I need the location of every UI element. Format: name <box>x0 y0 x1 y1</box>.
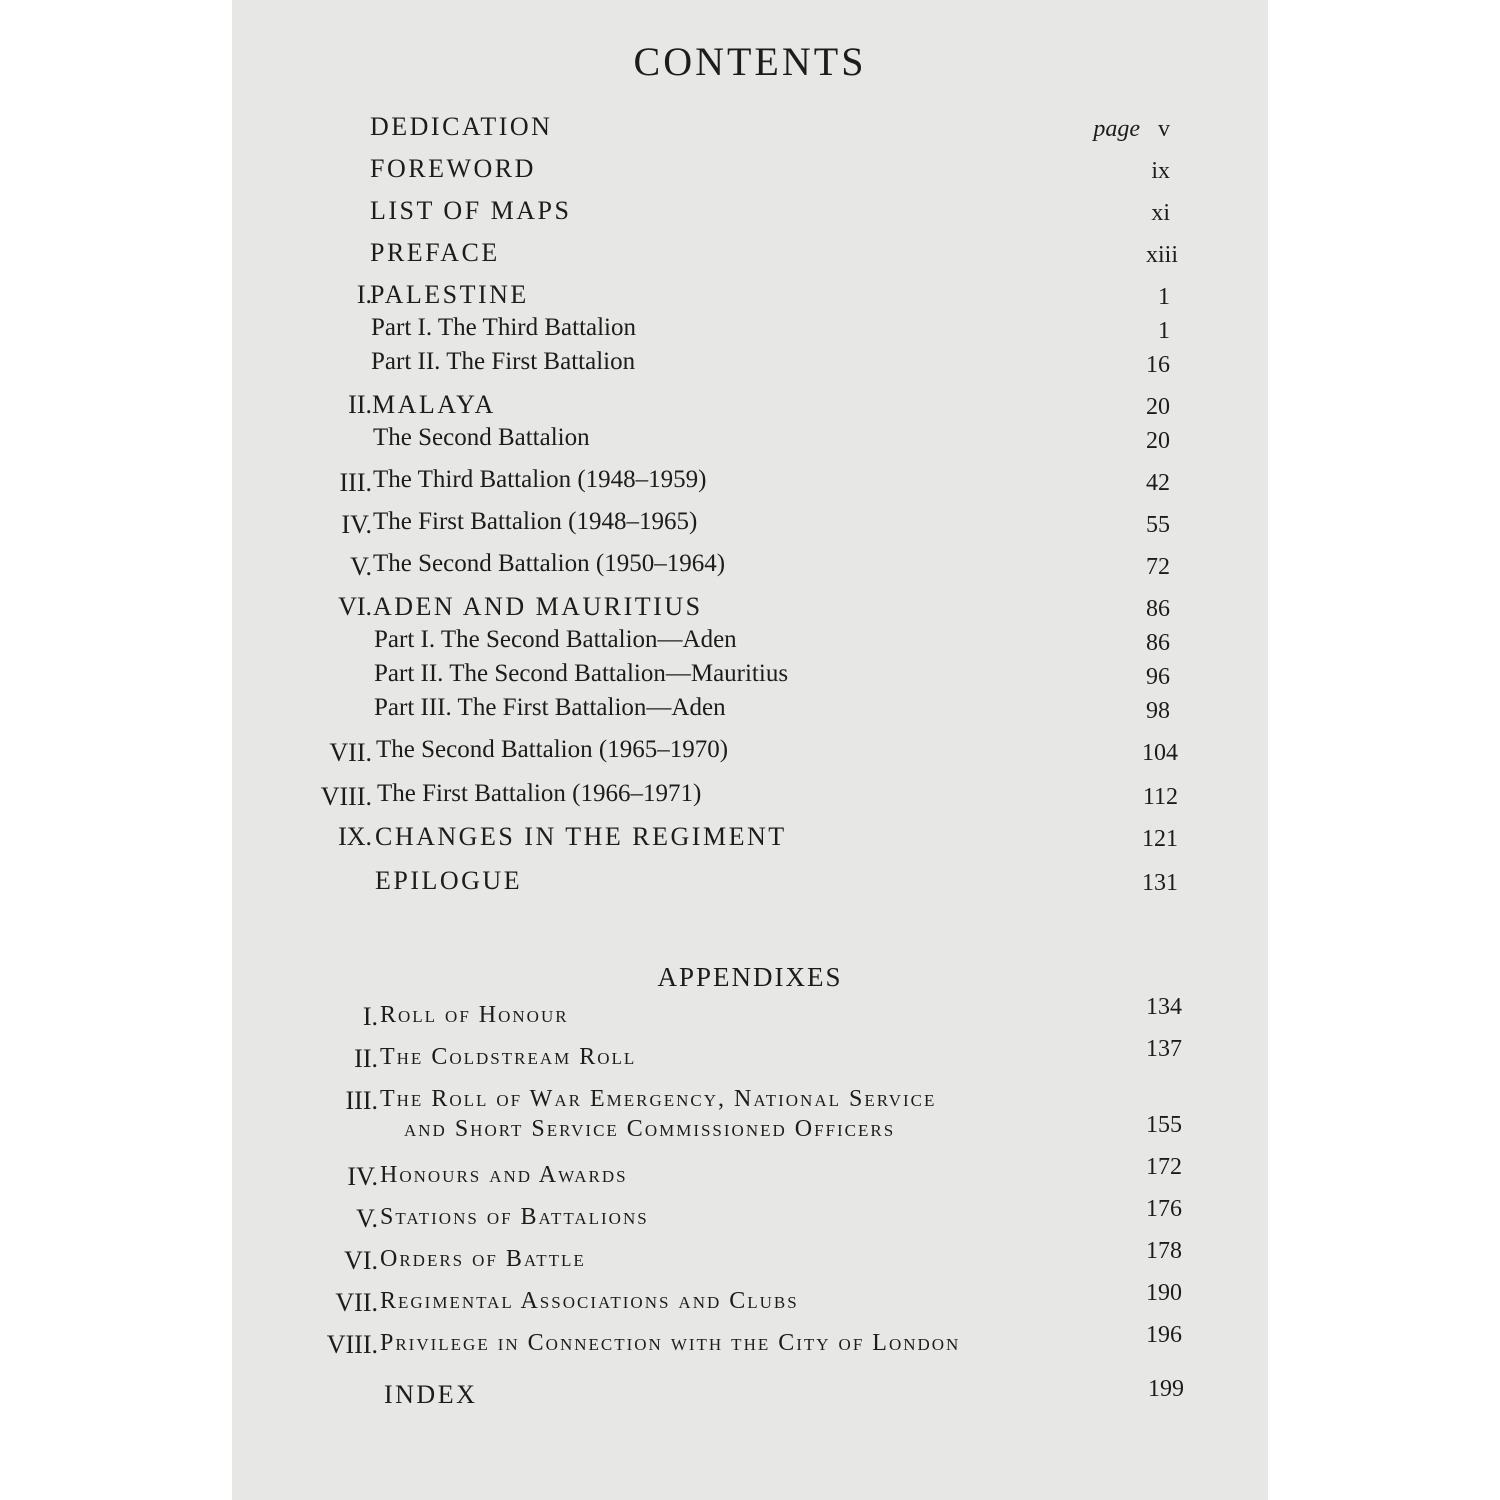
entry-title: MALAYA <box>372 390 496 419</box>
entry-title: DEDICATION <box>370 112 553 141</box>
appendix-title-continued: and Short Service Commissioned Officers <box>404 1116 896 1142</box>
page-number: 20 <box>1146 428 1170 454</box>
page-number: xi <box>1151 200 1170 226</box>
appendix-number: II. <box>354 1044 378 1073</box>
page-number: 196 <box>1146 1322 1182 1348</box>
index-label: INDEX <box>384 1380 478 1409</box>
chapter-number: VIII. <box>320 782 372 811</box>
entry-title: The Second Battalion (1965–1970) <box>376 736 729 763</box>
entry-title: The First Battalion (1948–1965) <box>373 508 698 535</box>
entry-title: The Second Battalion <box>373 424 590 451</box>
page-number: 96 <box>1146 664 1170 690</box>
appendix-entry[interactable] <box>232 1280 1268 1328</box>
toc-entry[interactable] <box>232 550 1268 590</box>
entry-title: CHANGES IN THE REGIMENT <box>375 822 787 851</box>
appendix-entry[interactable] <box>232 1036 1268 1084</box>
appendix-entry[interactable] <box>232 1154 1268 1202</box>
appendix-number: V. <box>356 1204 378 1233</box>
page-number: 131 <box>1142 870 1178 896</box>
page-word: page <box>1093 116 1140 142</box>
page-number: 190 <box>1146 1280 1182 1306</box>
page-number: 155 <box>1146 1112 1182 1138</box>
appendix-number: IV. <box>347 1162 378 1191</box>
page-number: 42 <box>1146 470 1170 496</box>
page-number: ix <box>1151 158 1170 184</box>
entry-title: Part I. The Second Battalion—Aden <box>374 626 737 653</box>
page-number-value: v <box>1158 116 1170 142</box>
page-number: 86 <box>1146 630 1170 656</box>
appendix-number: VII. <box>335 1288 378 1317</box>
appendix-title: Privilege in Connection with the City of London <box>380 1330 961 1356</box>
page-number: 20 <box>1146 394 1170 420</box>
page-number: 176 <box>1146 1196 1182 1222</box>
page-number: 134 <box>1146 994 1182 1020</box>
appendix-title: Regimental Associations and Clubs <box>380 1288 799 1314</box>
page-number: 104 <box>1142 740 1178 766</box>
appendix-title: Honours and Awards <box>380 1162 628 1188</box>
toc-entry[interactable] <box>232 508 1268 548</box>
appendix-title: Orders of Battle <box>380 1246 586 1272</box>
page-number: 1 <box>1158 284 1170 310</box>
page-number: 98 <box>1146 698 1170 724</box>
appendix-entry[interactable] <box>232 1196 1268 1244</box>
entry-title: Part III. The First Battalion—Aden <box>374 694 726 721</box>
toc-entry[interactable] <box>232 780 1268 820</box>
page-number: 178 <box>1146 1238 1182 1264</box>
page-number: 121 <box>1142 826 1178 852</box>
chapter-number: I. <box>356 280 372 309</box>
appendix-title: The Coldstream Roll <box>380 1044 637 1070</box>
page-number <box>1093 116 1170 143</box>
appendix-number: I. <box>362 1002 378 1031</box>
toc-entry[interactable] <box>232 866 1268 906</box>
entry-title: FOREWORD <box>370 154 536 183</box>
chapter-number: IV. <box>341 510 372 539</box>
entry-title: Part I. The Third Battalion <box>371 314 637 341</box>
entry-title: ADEN AND MAURITIUS <box>373 592 703 621</box>
appendix-entry[interactable] <box>232 994 1268 1042</box>
index-page: 199 <box>1148 1376 1184 1402</box>
chapter-number: V. <box>350 552 372 581</box>
entry-title: The First Battalion (1966–1971) <box>377 780 702 807</box>
page-number: xiii <box>1145 242 1178 268</box>
toc-entry[interactable] <box>232 112 1268 152</box>
appendix-entry[interactable] <box>232 1238 1268 1286</box>
appendix-title: Roll of Honour <box>380 1002 569 1028</box>
page-number: 137 <box>1146 1036 1182 1062</box>
entry-title: EPILOGUE <box>375 866 523 895</box>
toc-entry[interactable] <box>232 196 1268 236</box>
entry-title: The Third Battalion (1948–1959) <box>373 466 707 493</box>
entry-title: PALESTINE <box>370 280 529 309</box>
appendix-title: Stations of Battalions <box>380 1204 649 1230</box>
appendix-number: VI. <box>344 1246 378 1275</box>
toc-entry[interactable] <box>232 154 1268 194</box>
appendix-entry[interactable] <box>232 1086 1268 1142</box>
index-entry[interactable] <box>232 1376 1268 1420</box>
appendix-title: The Roll of War Emergency, National Service <box>380 1086 937 1112</box>
page-number: 112 <box>1142 784 1178 810</box>
page-number: 172 <box>1146 1154 1182 1180</box>
entry-title: Part II. The Second Battalion—Mauritius <box>374 660 789 687</box>
chapter-number: III. <box>339 468 372 497</box>
entry-title: PREFACE <box>370 238 500 267</box>
page-title: CONTENTS <box>633 39 867 84</box>
chapter-number: VI. <box>338 592 372 621</box>
toc-entry[interactable] <box>232 348 1268 388</box>
page-number: 55 <box>1146 512 1170 538</box>
chapter-number: VII. <box>329 738 372 767</box>
contents-page <box>232 0 1268 1500</box>
toc-entry[interactable] <box>232 694 1268 734</box>
entry-title: Part II. The First Battalion <box>371 348 636 375</box>
toc-entry[interactable] <box>232 736 1268 776</box>
toc-entry[interactable] <box>232 238 1268 278</box>
page-number: 72 <box>1146 554 1170 580</box>
appendix-entry[interactable] <box>232 1322 1268 1370</box>
appendix-number: III. <box>345 1086 378 1115</box>
appendix-heading: APPENDIXES <box>657 962 843 992</box>
entry-title: LIST OF MAPS <box>370 196 572 225</box>
toc-entry[interactable] <box>232 822 1268 862</box>
entry-title: The Second Battalion (1950–1964) <box>373 550 726 577</box>
page-number: 86 <box>1146 596 1170 622</box>
toc-entry[interactable] <box>232 424 1268 464</box>
page-number: 1 <box>1158 318 1170 344</box>
chapter-number: IX. <box>338 822 372 851</box>
appendix-number: VIII. <box>326 1330 378 1359</box>
toc-entry[interactable] <box>232 466 1268 506</box>
page-number: 16 <box>1146 352 1170 378</box>
chapter-number: II. <box>348 390 372 419</box>
